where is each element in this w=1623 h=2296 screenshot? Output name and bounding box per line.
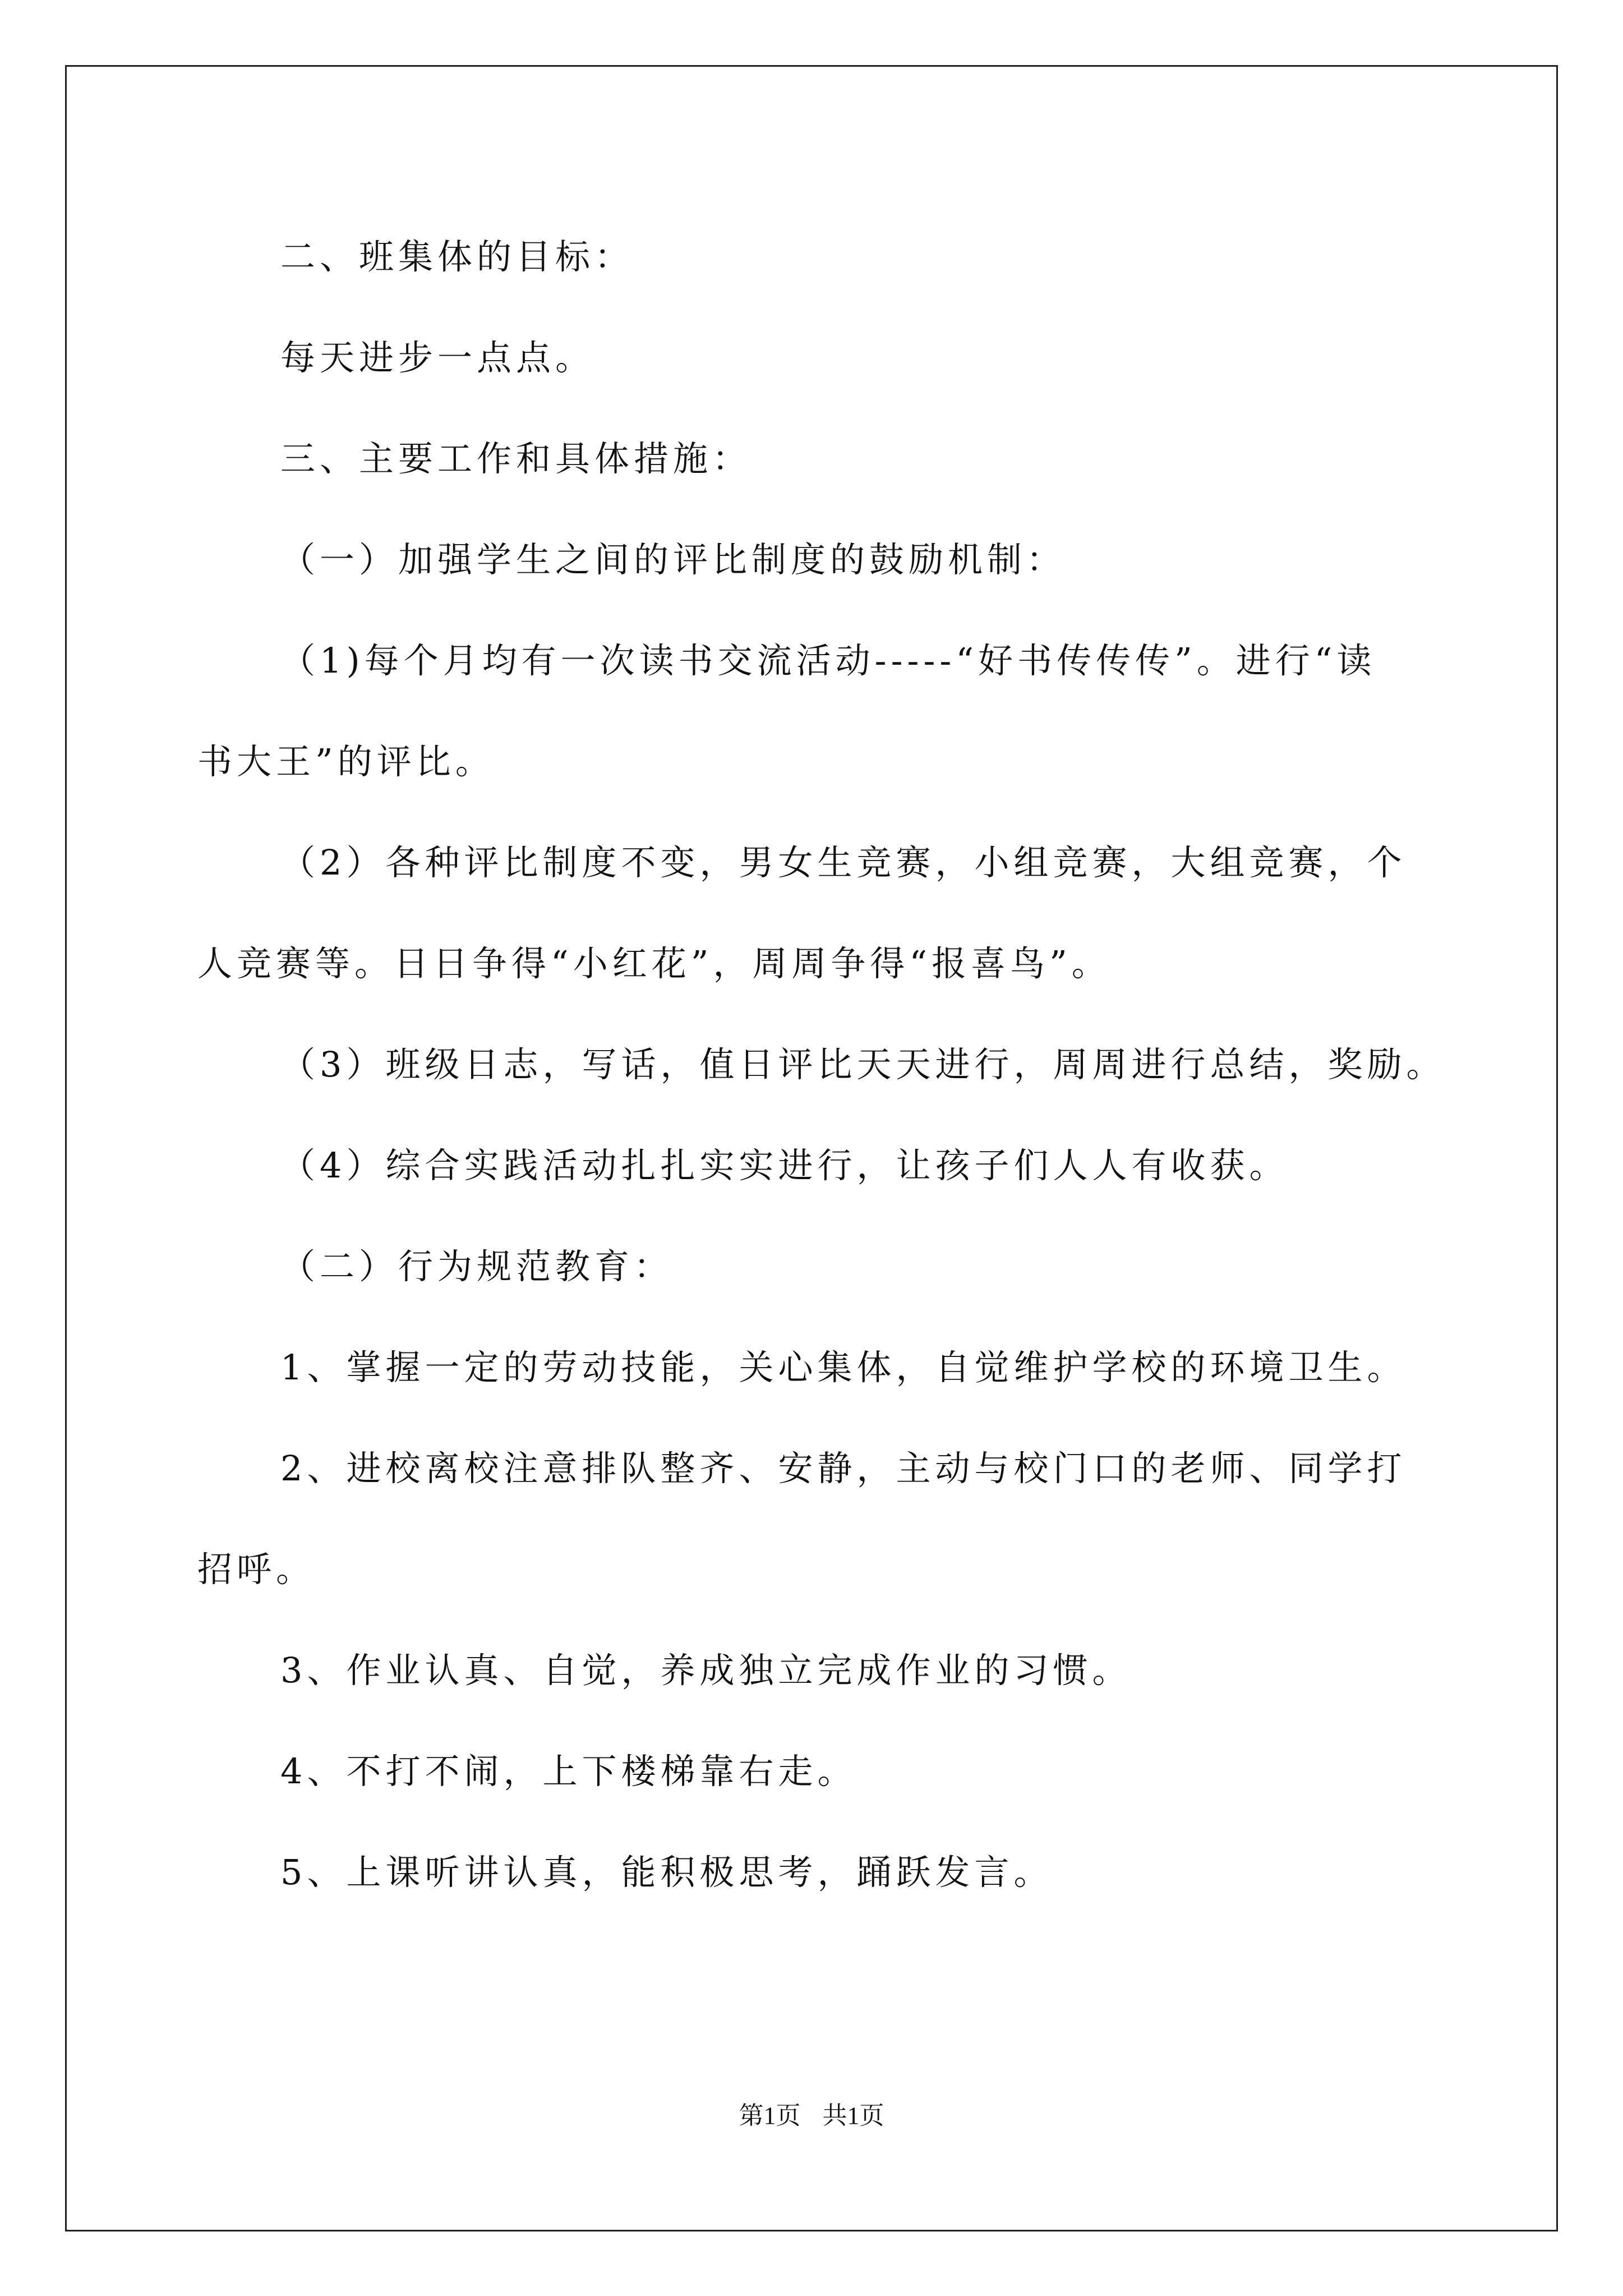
- page-number-current: 第1页: [739, 2102, 801, 2129]
- goal-text: 每天进步一点点。: [280, 337, 595, 378]
- heading-main-work: 三、主要工作和具体措施：: [280, 438, 752, 479]
- behavior-item-5: 5、上课听讲认真，能积极思考，踊跃发言。: [280, 1852, 1053, 1893]
- behavior-item-3: 3、作业认真、自觉，养成独立完成作业的习惯。: [280, 1650, 1132, 1691]
- item-2-line-2: 人竞赛等。日日争得“小红花”，周周争得“报喜鸟”。: [197, 943, 1111, 984]
- behavior-item-2-line-2: 招呼。: [197, 1549, 316, 1590]
- behavior-item-4: 4、不打不闹，上下楼梯靠右走。: [280, 1751, 857, 1792]
- page-number-total: 共1页: [822, 2102, 884, 2129]
- subheading-evaluation: （一）加强学生之间的评比制度的鼓励机制：: [280, 539, 1066, 580]
- item-3: （3）班级日志，写话，值日评比天天进行，周周进行总结，奖励。: [280, 1044, 1446, 1085]
- item-1-line-2: 书大王”的评比。: [197, 741, 495, 782]
- item-1-line-1: （1)每个月均有一次读书交流活动-----“好书传传传”。进行“读: [280, 640, 1376, 681]
- item-4: （4）综合实践活动扎扎实实进行，让孩子们人人有收获。: [280, 1145, 1289, 1186]
- item-2-line-1: （2）各种评比制度不变，男女生竞赛，小组竞赛，大组竞赛，个: [280, 842, 1407, 883]
- behavior-item-1: 1、掌握一定的劳动技能，关心集体，自觉维护学校的环境卫生。: [280, 1347, 1407, 1388]
- subheading-behavior: （二）行为规范教育：: [280, 1246, 674, 1287]
- behavior-item-2-line-1: 2、进校离校注意排队整齐、安静，主动与校门口的老师、同学打: [280, 1448, 1407, 1489]
- heading-class-goal: 二、班集体的目标：: [280, 236, 634, 277]
- page-footer: [0, 2099, 1623, 2133]
